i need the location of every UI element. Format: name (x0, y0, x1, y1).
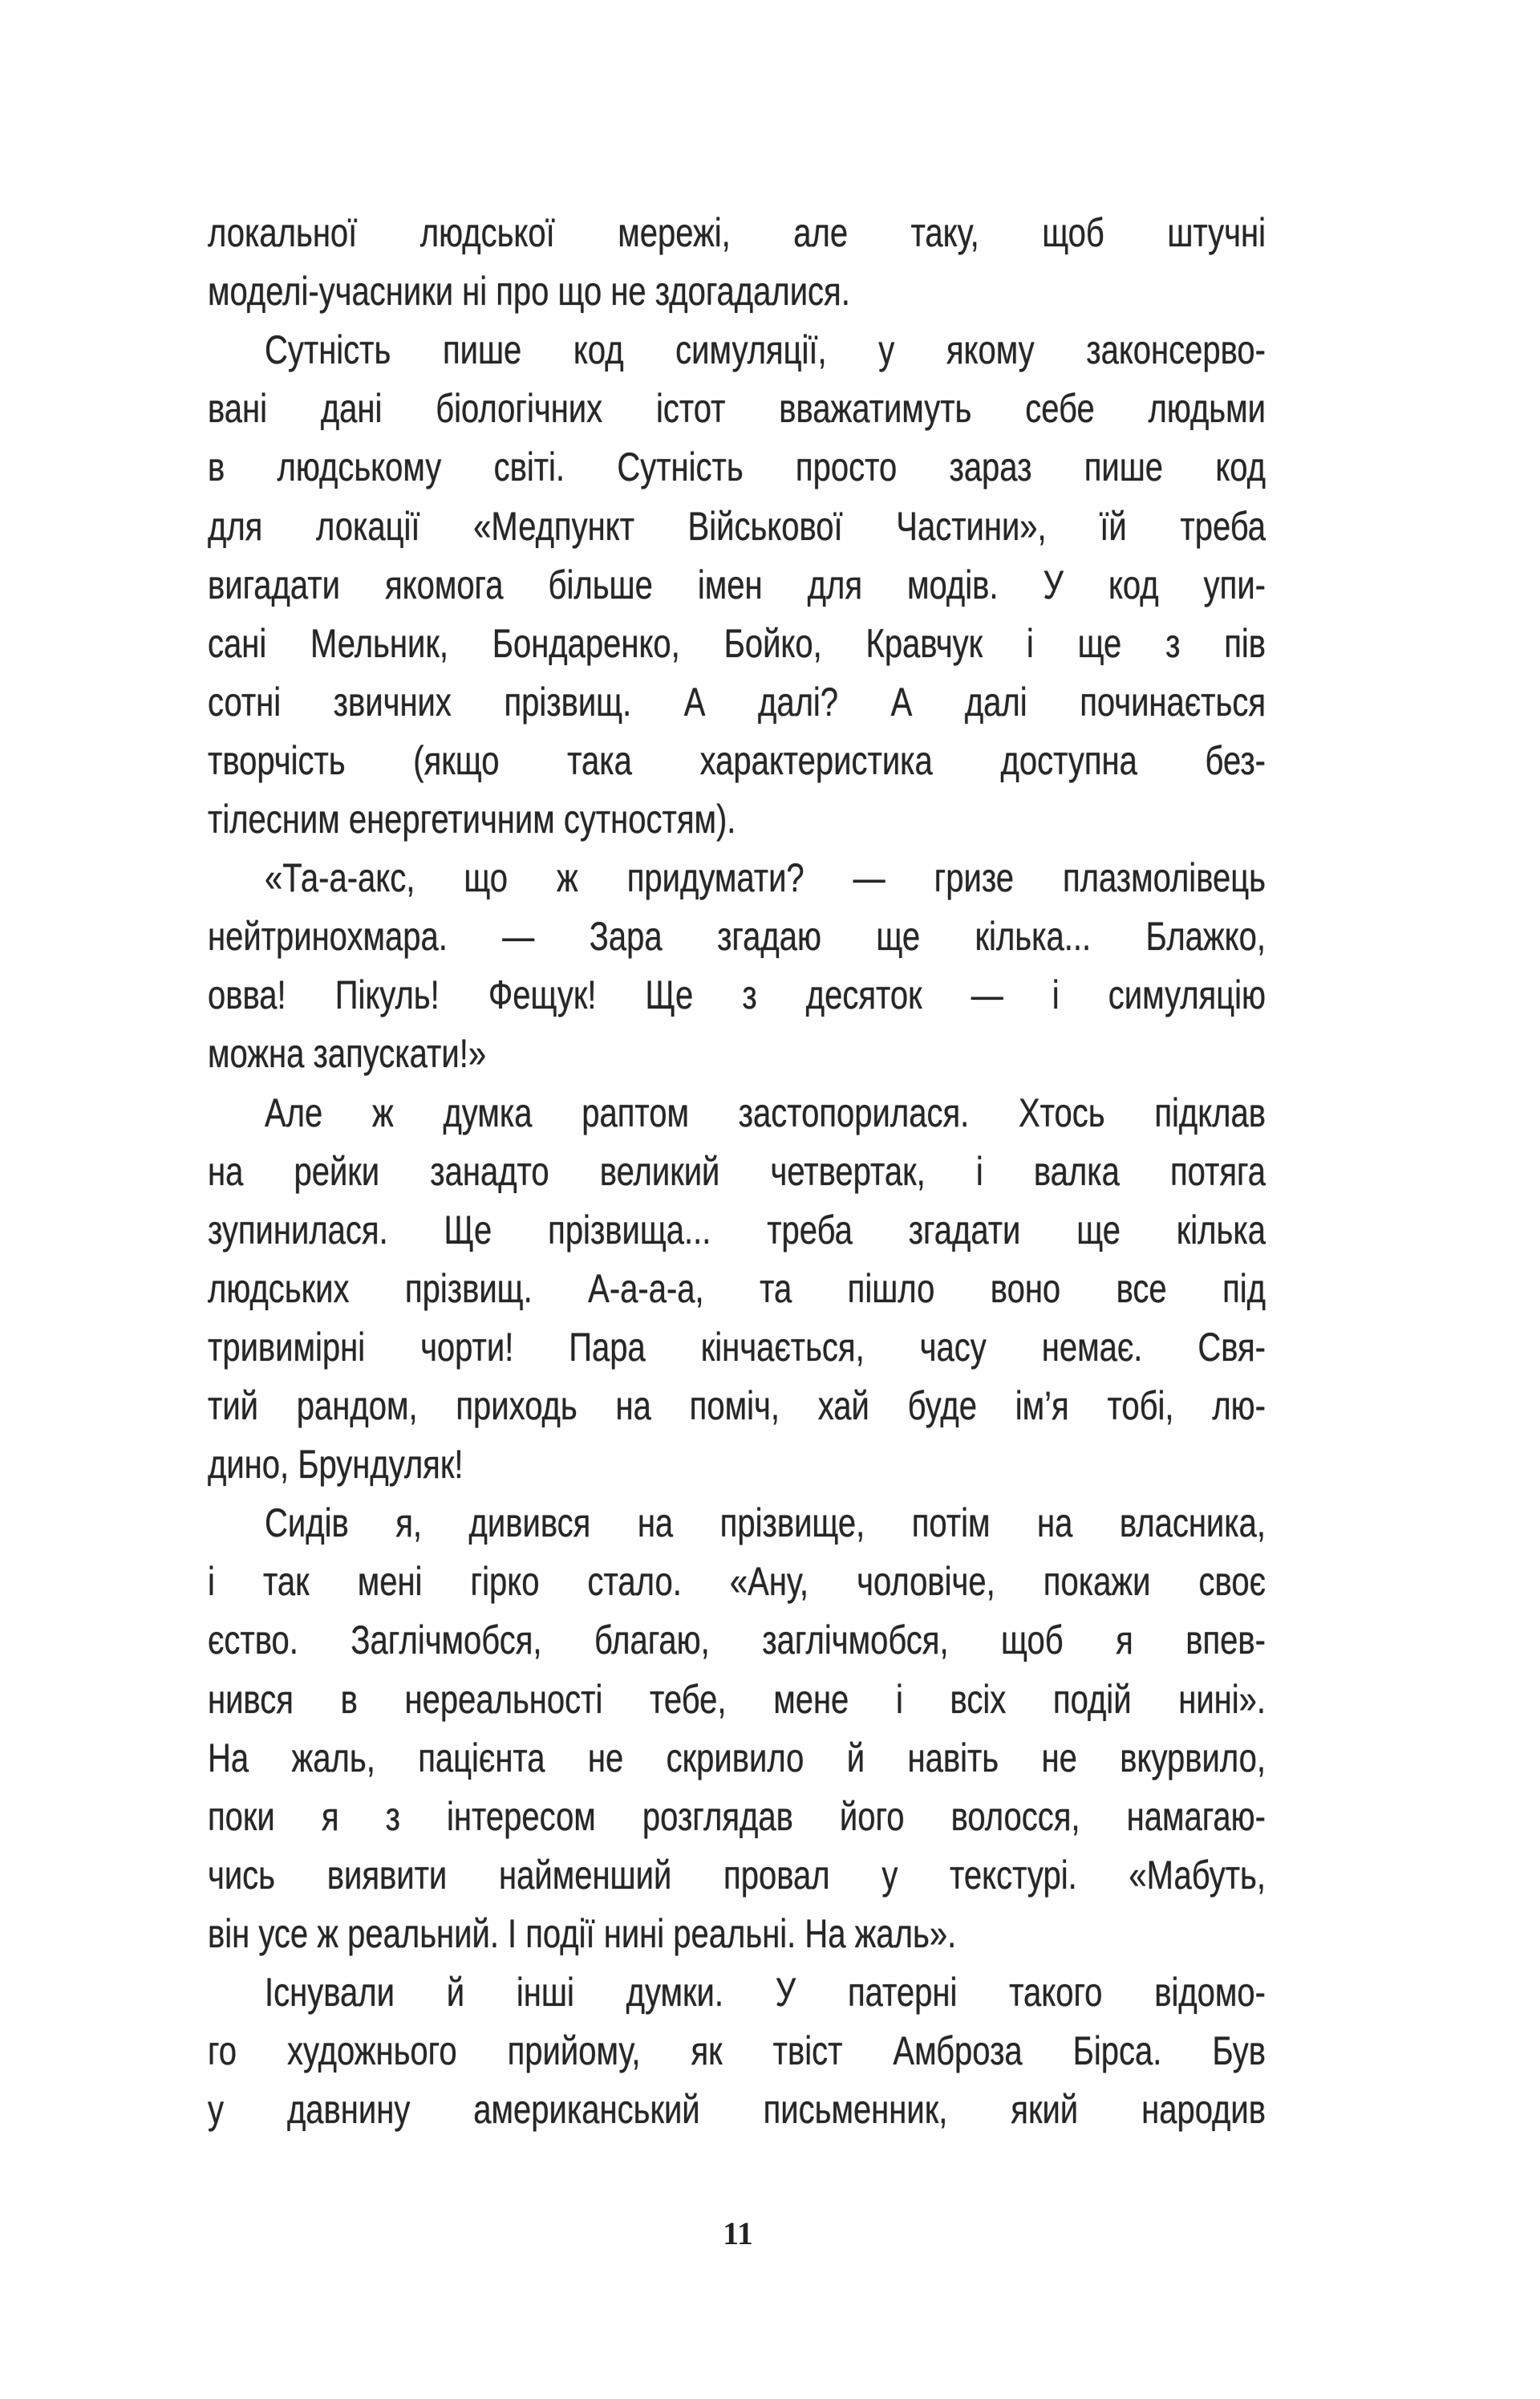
text-line: овва! Пікуль! Фещук! Ще з десяток — і симуляцію (208, 972, 1266, 1018)
text-line: у давнину американський письменник, який народив (208, 2087, 1266, 2133)
text-line: в людському світі. Сутність просто зараз пише код (208, 444, 1266, 490)
text-line: і так мені гірко стало. «Ану, чоловіче, покажи своє (208, 1559, 1266, 1605)
text-line: поки я з інтересом розглядав його волосся, намагаю- (208, 1793, 1266, 1839)
text-line: локальної людської мережі, але таку, щоб штучні (208, 210, 1266, 255)
text-line: дино, Брундуляк! (208, 1442, 464, 1488)
text-line: «Та-а-акс, що ж придумати? — гризе плазмолівець (265, 855, 1266, 901)
text-line: Але ж думка раптом застопорилася. Хтось підклав (265, 1090, 1266, 1135)
text-line: тілесним енергетичним сутностям). (208, 797, 736, 842)
text-line: зупинилася. Ще прізвища... треба згадати ще кілька (208, 1207, 1266, 1252)
text-line: людських прізвищ. А-а-а-а, та пішло воно все під (208, 1265, 1266, 1311)
text-line: тий рандом, приходь на поміч, хай буде ім’я тобі, лю- (208, 1383, 1266, 1428)
text-line: вигадати якомога більше імен для модів. У код упи- (208, 562, 1266, 607)
text-line: єство. Заглічмобся, благаю, заглічмобся, щоб я впев- (208, 1618, 1266, 1663)
text-line: моделі-учасники ні про що не здогадалися. (208, 269, 850, 315)
text-line: чись виявити найменший провал у текстурі. «Мабуть, (208, 1852, 1266, 1898)
text-line: сотні звичних прізвищ. А далі? А далі починається (208, 679, 1266, 725)
text-line: Сутність пише код симуляції, у якому законсерво- (265, 327, 1266, 373)
text-line: нився в нереальності тебе, мене і всіх подій нині». (208, 1676, 1266, 1722)
text-line: сані Мельник, Бондаренко, Бойко, Кравчук і ще з пів (208, 620, 1266, 666)
text-line: творчість (якщо така характеристика доступна без- (208, 737, 1266, 783)
text-line: тривимірні чорти! Пара кінчається, часу немає. Свя- (208, 1324, 1266, 1370)
text-line: на рейки занадто великий четвертак, і валка потяга (208, 1148, 1266, 1194)
text-line: він усе ж реальний. І події нині реальні. На жаль». (208, 1910, 957, 1956)
text-line: для локації «Медпункт Військової Частини», їй треба (208, 503, 1266, 549)
text-line: нейтринохмара. — Зара згадаю ще кілька... Блажко, (208, 914, 1266, 960)
text-line: Сидів я, дивився на прізвище, потім на власника, (265, 1500, 1266, 1546)
page-number: 11 (723, 2215, 753, 2251)
text-line: можна запускати!» (208, 1031, 487, 1077)
text-line: Існували й інші думки. У патерні такого відомо- (265, 1970, 1266, 2015)
text-line: На жаль, пацієнта не скривило й навіть не вкурвило, (208, 1735, 1266, 1780)
text-line: вані дані біологічних істот вважатимуть себе людьми (208, 386, 1266, 432)
text-line: го художнього прийому, як твіст Амброза Бірса. Був (208, 2028, 1266, 2074)
